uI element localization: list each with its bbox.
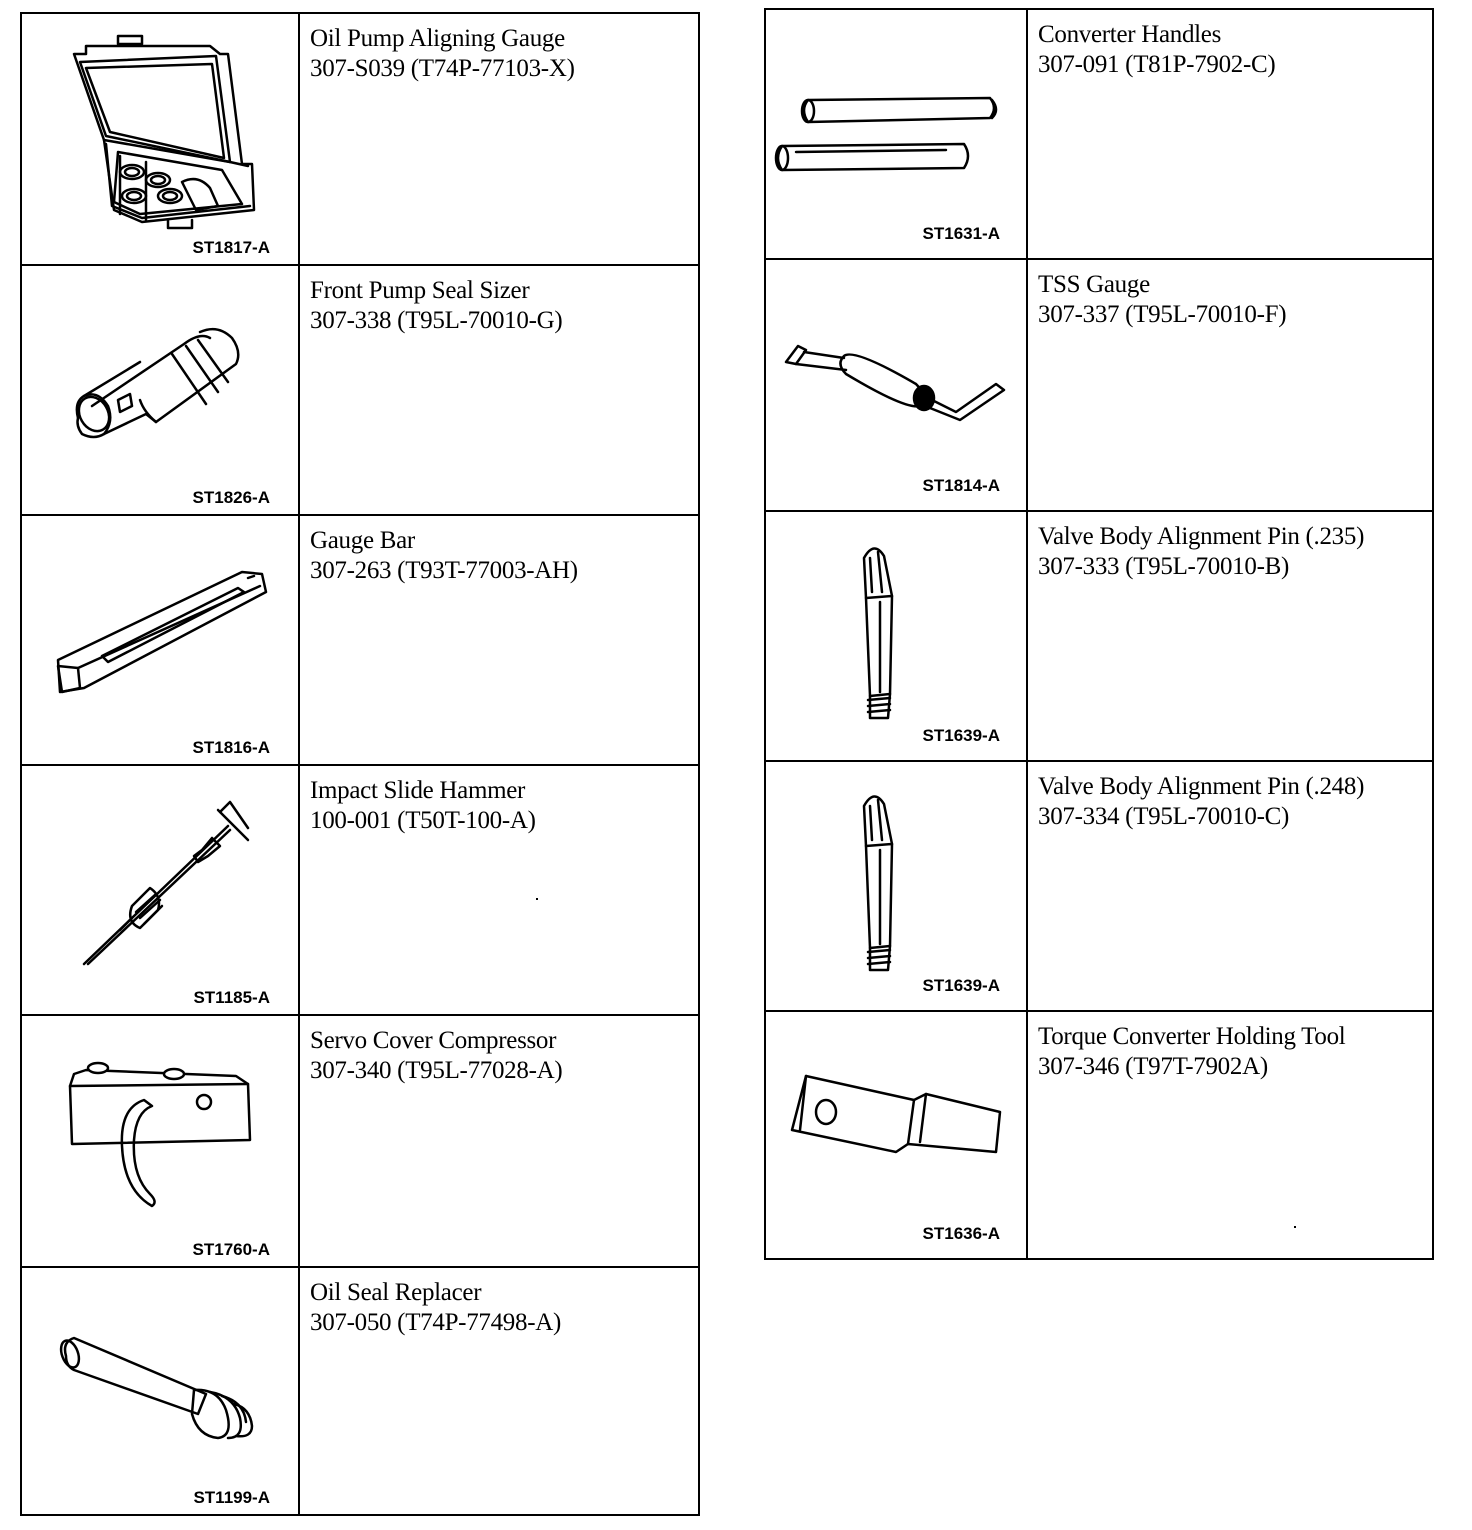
- figure-code: ST1631-A: [922, 224, 1000, 243]
- figure-code: ST1636-A: [922, 1224, 1000, 1243]
- converter-handles-icon: [766, 10, 1028, 256]
- tool-row: [766, 510, 1432, 760]
- tool-row: [22, 1266, 698, 1514]
- tool-case-icon: [22, 14, 300, 262]
- tool-name: Oil Pump Aligning Gauge: [310, 25, 565, 52]
- slide-hammer-icon: [22, 766, 300, 1014]
- figure-code: ST1826-A: [192, 488, 270, 507]
- tool-image-cell: [22, 14, 300, 264]
- tool-text-cell: [1028, 1012, 1432, 1258]
- tool-text-cell: [1028, 762, 1432, 1010]
- tool-number: 307-340 (T95L-77028-A): [310, 1057, 563, 1084]
- left-tool-table: [20, 12, 700, 1516]
- figure-code: ST1814-A: [922, 476, 1000, 495]
- figure-code: ST1817-A: [192, 238, 270, 257]
- tool-name: Servo Cover Compressor: [310, 1027, 557, 1054]
- tool-number: 307-091 (T81P-7902-C): [1038, 51, 1276, 78]
- seal-sizer-icon: [22, 266, 300, 514]
- tss-gauge-icon: [766, 260, 1028, 510]
- alignment-pin-icon: [766, 762, 1028, 1010]
- tool-row: [22, 1014, 698, 1266]
- tool-text-cell: [1028, 10, 1432, 258]
- tool-row: [22, 264, 698, 514]
- tool-number: 307-S039 (T74P-77103-X): [310, 55, 575, 82]
- scan-speck: [1294, 1226, 1296, 1228]
- tool-number: 100-001 (T50T-100-A): [310, 807, 536, 834]
- tool-name: Valve Body Alignment Pin (.248): [1038, 773, 1365, 800]
- tool-image-cell: [766, 1012, 1028, 1258]
- tool-number: 307-346 (T97T-7902A): [1038, 1053, 1268, 1080]
- tool-image-cell: [22, 1268, 300, 1514]
- tool-row: [766, 1010, 1432, 1258]
- tool-number: 307-050 (T74P-77498-A): [310, 1309, 562, 1336]
- tool-image-cell: [766, 512, 1028, 760]
- tool-image-cell: [22, 516, 300, 764]
- figure-code: ST1760-A: [192, 1240, 270, 1259]
- tool-number: 307-337 (T95L-70010-F): [1038, 301, 1287, 328]
- figure-code: ST1816-A: [192, 738, 270, 757]
- seal-replacer-icon: [22, 1268, 300, 1514]
- servo-compressor-icon: [22, 1016, 300, 1266]
- scan-speck: [536, 898, 538, 900]
- tool-name: Gauge Bar: [310, 527, 415, 554]
- tool-row: [766, 258, 1432, 510]
- tool-text-cell: [300, 1268, 698, 1514]
- tool-image-cell: [766, 260, 1028, 510]
- tool-name: Front Pump Seal Sizer: [310, 277, 530, 304]
- tool-name: Torque Converter Holding Tool: [1038, 1023, 1346, 1050]
- tool-text-cell: [1028, 512, 1432, 760]
- gauge-bar-icon: [22, 516, 300, 764]
- holding-tool-icon: [766, 1012, 1028, 1258]
- tool-text-cell: [1028, 260, 1432, 510]
- tool-text-cell: [300, 766, 698, 1014]
- tool-number: 307-338 (T95L-70010-G): [310, 307, 563, 334]
- tool-image-cell: [766, 762, 1028, 1010]
- tool-text-cell: [300, 1016, 698, 1266]
- tool-number: 307-333 (T95L-70010-B): [1038, 553, 1289, 580]
- tool-image-cell: [22, 766, 300, 1014]
- tool-name: TSS Gauge: [1038, 271, 1150, 298]
- figure-code: ST1199-A: [193, 1488, 270, 1507]
- tool-name: Oil Seal Replacer: [310, 1279, 482, 1306]
- tool-name: Converter Handles: [1038, 21, 1222, 48]
- tool-row: [766, 10, 1432, 258]
- tool-row: [22, 14, 698, 264]
- tool-row: [766, 760, 1432, 1010]
- tool-image-cell: [22, 266, 300, 514]
- tool-text-cell: [300, 14, 698, 264]
- tool-row: [22, 514, 698, 764]
- tool-text-cell: [300, 516, 698, 764]
- tool-text-cell: [300, 266, 698, 514]
- right-tool-table: [764, 8, 1434, 1260]
- figure-code: ST1639-A: [922, 976, 1000, 995]
- tool-number: 307-334 (T95L-70010-C): [1038, 803, 1289, 830]
- tool-name: Impact Slide Hammer: [310, 777, 526, 804]
- tool-number: 307-263 (T93T-77003-AH): [310, 557, 578, 584]
- tool-name: Valve Body Alignment Pin (.235): [1038, 523, 1365, 550]
- alignment-pin-icon: [766, 512, 1028, 760]
- tool-image-cell: [766, 10, 1028, 258]
- tool-row: [22, 764, 698, 1014]
- figure-code: ST1639-A: [922, 726, 1000, 745]
- figure-code: ST1185-A: [193, 988, 270, 1007]
- tool-image-cell: [22, 1016, 300, 1266]
